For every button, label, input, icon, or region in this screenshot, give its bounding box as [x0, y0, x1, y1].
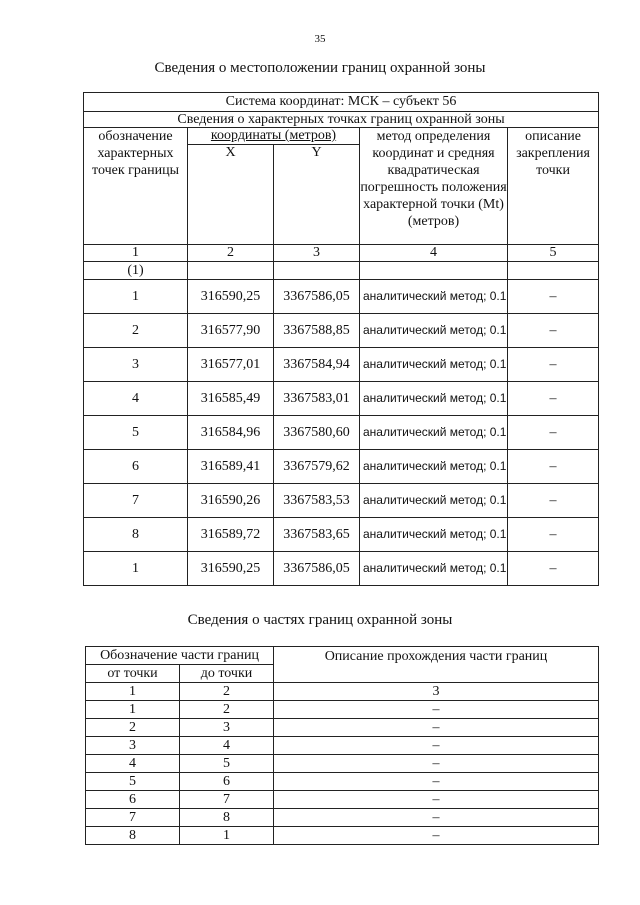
part-description: – [274, 755, 599, 773]
column-number: 2 [180, 683, 274, 701]
part-description: – [274, 719, 599, 737]
method: аналитический метод; 0.1 [360, 450, 508, 484]
table-row [86, 755, 599, 773]
header-coordinates: координаты (метров) [188, 128, 360, 145]
table-row [84, 416, 599, 450]
point-number: 7 [84, 484, 188, 518]
table-row [84, 518, 599, 552]
header-fixing: описание закрепления точки [508, 128, 599, 245]
fixing: – [508, 382, 599, 416]
header-from-point: от точки [86, 665, 180, 683]
characteristic-points-table [83, 92, 599, 586]
fixing: – [508, 314, 599, 348]
table-row [86, 719, 599, 737]
table-row [86, 827, 599, 845]
part-description: – [274, 737, 599, 755]
part-description: – [274, 773, 599, 791]
to-point: 3 [180, 719, 274, 737]
coord-x: 316577,90 [188, 314, 274, 348]
method: аналитический метод; 0.1 [360, 484, 508, 518]
to-point: 1 [180, 827, 274, 845]
to-point: 2 [180, 701, 274, 719]
table-row [84, 484, 599, 518]
column-number: 5 [508, 245, 599, 262]
table-row [86, 773, 599, 791]
fixing: – [508, 416, 599, 450]
header-to-point: до точки [180, 665, 274, 683]
from-point: 3 [86, 737, 180, 755]
table-row [86, 809, 599, 827]
section-title-parts: Сведения о частях границ охранной зоны [187, 612, 453, 628]
coord-x: 316585,49 [188, 382, 274, 416]
table-row [86, 791, 599, 809]
column-number: 1 [86, 683, 180, 701]
table-row [84, 450, 599, 484]
coord-y: 3367579,62 [274, 450, 360, 484]
from-point: 7 [86, 809, 180, 827]
column-number: 3 [274, 683, 599, 701]
coord-y: 3367586,05 [274, 552, 360, 586]
section-title-location: Сведения о местоположении границ охранной зоны [154, 60, 486, 76]
part-description: – [274, 827, 599, 845]
coord-y: 3367588,85 [274, 314, 360, 348]
part-description: – [274, 791, 599, 809]
to-point: 6 [180, 773, 274, 791]
boundary-parts-table [85, 646, 599, 845]
point-number: 1 [84, 280, 188, 314]
method: аналитический метод; 0.1 [360, 518, 508, 552]
header-part-designation: Обозначение части границ [86, 647, 274, 665]
point-number: 4 [84, 382, 188, 416]
coord-x: 316584,96 [188, 416, 274, 450]
point-number: 8 [84, 518, 188, 552]
fixing: – [508, 518, 599, 552]
point-number: 3 [84, 348, 188, 382]
method: аналитический метод; 0.1 [360, 382, 508, 416]
coord-x: 316589,41 [188, 450, 274, 484]
coord-x: 316589,72 [188, 518, 274, 552]
to-point: 5 [180, 755, 274, 773]
point-number: 1 [84, 552, 188, 586]
to-point: 4 [180, 737, 274, 755]
point-number: 6 [84, 450, 188, 484]
from-point: 1 [86, 701, 180, 719]
contour-label: (1) [84, 262, 188, 280]
column-number: 3 [274, 245, 360, 262]
fixing: – [508, 450, 599, 484]
coord-x: 316590,26 [188, 484, 274, 518]
method: аналитический метод; 0.1 [360, 280, 508, 314]
column-number: 1 [84, 245, 188, 262]
coord-y: 3367580,60 [274, 416, 360, 450]
table-row [84, 280, 599, 314]
coord-y: 3367586,05 [274, 280, 360, 314]
part-description: – [274, 809, 599, 827]
to-point: 8 [180, 809, 274, 827]
header-y: Y [274, 145, 360, 245]
table-subtitle-cell: Сведения о характерных точках границ охранной зоны [84, 112, 599, 128]
table-row [86, 737, 599, 755]
table-row [84, 314, 599, 348]
column-number: 4 [360, 245, 508, 262]
method: аналитический метод; 0.1 [360, 314, 508, 348]
column-number: 2 [188, 245, 274, 262]
coord-y: 3367584,94 [274, 348, 360, 382]
point-number: 2 [84, 314, 188, 348]
method: аналитический метод; 0.1 [360, 416, 508, 450]
fixing: – [508, 280, 599, 314]
coord-y: 3367583,01 [274, 382, 360, 416]
coordinate-system-cell: Система координат: МСК – субъект 56 [84, 93, 599, 112]
table-row [84, 382, 599, 416]
method: аналитический метод; 0.1 [360, 348, 508, 382]
to-point: 7 [180, 791, 274, 809]
coord-x: 316577,01 [188, 348, 274, 382]
header-designation: обозначение характерных точек границы [84, 128, 188, 245]
from-point: 2 [86, 719, 180, 737]
table-row [84, 552, 599, 586]
header-method: метод определения координат и средняя квадратическая погрешность положения характерной точки (Mt) (метров) [360, 128, 508, 245]
header-description: Описание прохождения части границ [274, 647, 599, 683]
table-row [86, 701, 599, 719]
coord-y: 3367583,53 [274, 484, 360, 518]
page-number: 35 [314, 33, 326, 45]
fixing: – [508, 552, 599, 586]
part-description: – [274, 701, 599, 719]
coord-y: 3367583,65 [274, 518, 360, 552]
fixing: – [508, 348, 599, 382]
from-point: 8 [86, 827, 180, 845]
coord-x: 316590,25 [188, 280, 274, 314]
header-x: X [188, 145, 274, 245]
fixing: – [508, 484, 599, 518]
coord-x: 316590,25 [188, 552, 274, 586]
from-point: 4 [86, 755, 180, 773]
from-point: 5 [86, 773, 180, 791]
from-point: 6 [86, 791, 180, 809]
method: аналитический метод; 0.1 [360, 552, 508, 586]
point-number: 5 [84, 416, 188, 450]
table-row [84, 348, 599, 382]
